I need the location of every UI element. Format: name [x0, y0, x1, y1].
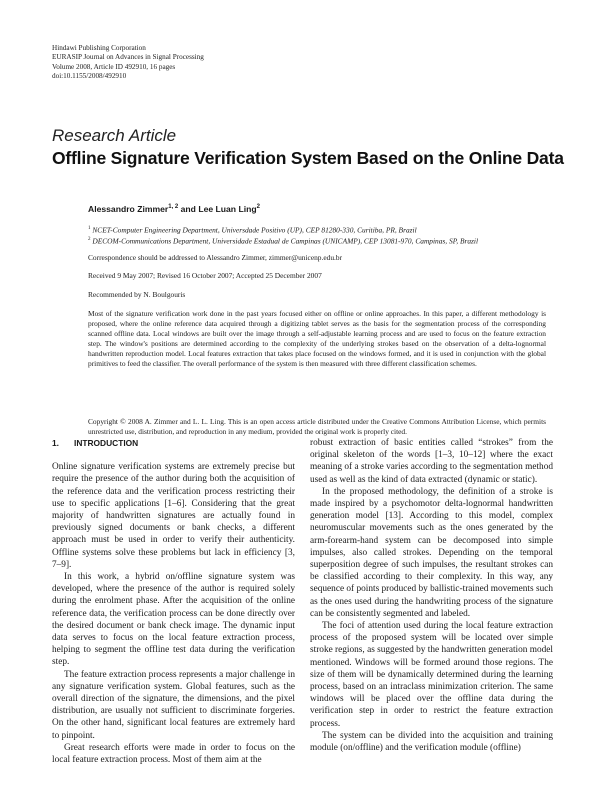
author-name: Alessandro Zimmer [88, 204, 169, 214]
journal-header [52, 44, 352, 81]
paragraph: In the proposed methodology, the definition of a stroke is made inspired by a psychomotor delta-lognormal handwritten generation model [13]. According to this model, complex neuromuscular movements such as the ones generated by the arm-forearm-hand system can be decomposed into simple impulses, also called strokes. Depending on the temporal superposition degree of such impulses, the resultant strokes can be classified according to their complexity. In this way, any sequence of points produced by ballistic-trained movements such as the ones used during the handwriting process of the signature can be consistently segmented and labeled. [310, 486, 553, 619]
affiliation-text: NCET-Computer Engineering Department, Universdade Positivo (UP), CEP 81280-330, Curitiba, PR, Brazil [92, 225, 417, 235]
journal-name: EURASIP Journal on Advances in Signal Processing [52, 53, 204, 62]
paragraph: The foci of attention used during the local feature extraction process of the proposed system will be located over simple stroke regions, as suggested by the handwritten generation model mentioned. Windows will be formed around those regions. The size of them will be dynamically determined during the learning process, based on an intraclass minimization criterion. The same windows will be placed over the offline data during the verification step in order to restrict the feature extraction process. [310, 621, 553, 729]
abstract: Most of the signature verification work done in the past years focused either on offline or online approaches. In this paper, a different methodology is proposed, where the online reference data acquired through a digitizing tablet serves as the basis for the segmentation process of the corresponding scanned offline data. Local windows are built over the image through a self-adjustable learning process and are used to focus on the feature extraction step. The window's positions are determined according to the complexity of the underlying strokes based on the observation of a delta-lognormal handwritten reproduction model. Local features extraction that takes place focused on the windows formed, and it is used in conjunction with the global primitives to feed the classifier. The overall performance of the system is then measured with three different classification schemes. [88, 309, 546, 369]
article-dates: Received 9 May 2007; Revised 16 October 2007; Accepted 25 December 2007 [88, 271, 322, 280]
affiliation-mark: 1 [88, 226, 91, 231]
volume-info: Volume 2008, Article ID 492910, 16 pages [52, 62, 176, 71]
affiliation-mark: 2 [88, 237, 91, 243]
section-title: INTRODUCTION [74, 438, 139, 448]
affiliations [88, 224, 558, 247]
affiliation [88, 235, 558, 246]
affiliation-text: DECOM-Communications Department, Universidade Estadual de Campinas (UNICAMP), CEP 13081-970, Campinas, SP, Brazil [92, 236, 479, 246]
author-line [88, 204, 260, 214]
authors-connector: and [180, 204, 196, 214]
paragraph: Great research efforts were made in order to focus on the local feature extraction process. Most of them aim at the [52, 742, 295, 766]
affiliation [88, 224, 558, 235]
right-column [310, 437, 553, 754]
correspondence: Correspondence should be addressed to Alessandro Zimmer, zimmer@unicenp.edu.br [88, 253, 343, 262]
author-affil-mark: 2 [256, 204, 260, 211]
paragraph: The feature extraction process represents a major challenge in any signature verification system. Global features, such as the overall direction of the signature, the dimensions, and the pixel distribution, are usually not sufficient to discriminate forgeries. On the other hand, significant local features are extremely hard to pinpoint. [52, 669, 295, 741]
left-column [52, 437, 295, 766]
article-type: Research Article [52, 126, 177, 145]
paragraph: Online signature verification systems are extremely precise but require the presence of the author during both the acquisition of the reference data and the verification process restricting their use to specific applications [1–6]. Considering that the great majority of handwritten signatures are actually found in previously signed documents or bank checks, a different approach must be used in order to verify their authenticity. Offline systems solve these problems but lack in efficiency [3, 7–9]. [52, 462, 295, 570]
author-affil-mark: 1, 2 [168, 204, 179, 211]
author-name: Lee Luan Ling [198, 204, 257, 214]
section-number: 1. [52, 438, 59, 448]
section-heading [52, 437, 295, 449]
publisher-name: Hindawi Publishing Corporation [52, 44, 146, 52]
doi: doi:10.1155/2008/492910 [52, 71, 127, 80]
paragraph: robust extraction of basic entities called “strokes” from the original skeleton of the words [1–3, 10–12] where the exact meaning of a stroke varies according to the segmentation method used as well as the kind of data extracted (dynamic or static). [310, 438, 553, 485]
paragraph: The system can be divided into the acquisition and training module (on/offline) and the verification module (offline) [310, 730, 553, 754]
recommended-by: Recommended by N. Boulgouris [88, 290, 186, 299]
page-title: Offline Signature Verification System Based on the Online Data [52, 148, 564, 168]
copyright-notice: Copyright © 2008 A. Zimmer and L. L. Ling. This is an open access article distributed under the Creative Commons Attribution License, which permits unrestricted use, distribution, and reproduction in any medium, provided the original work is properly cited. [88, 417, 546, 437]
paragraph: In this work, a hybrid on/offline signature system was developed, where the presence of the author is required solely during the enrolment phase. After the acquisition of the online reference data, the verification process can be done directly over the desired document or bank check image. The dynamic input data serves to focus on the local feature extraction process, helping to segment the offline test data during the verification step. [52, 572, 295, 668]
